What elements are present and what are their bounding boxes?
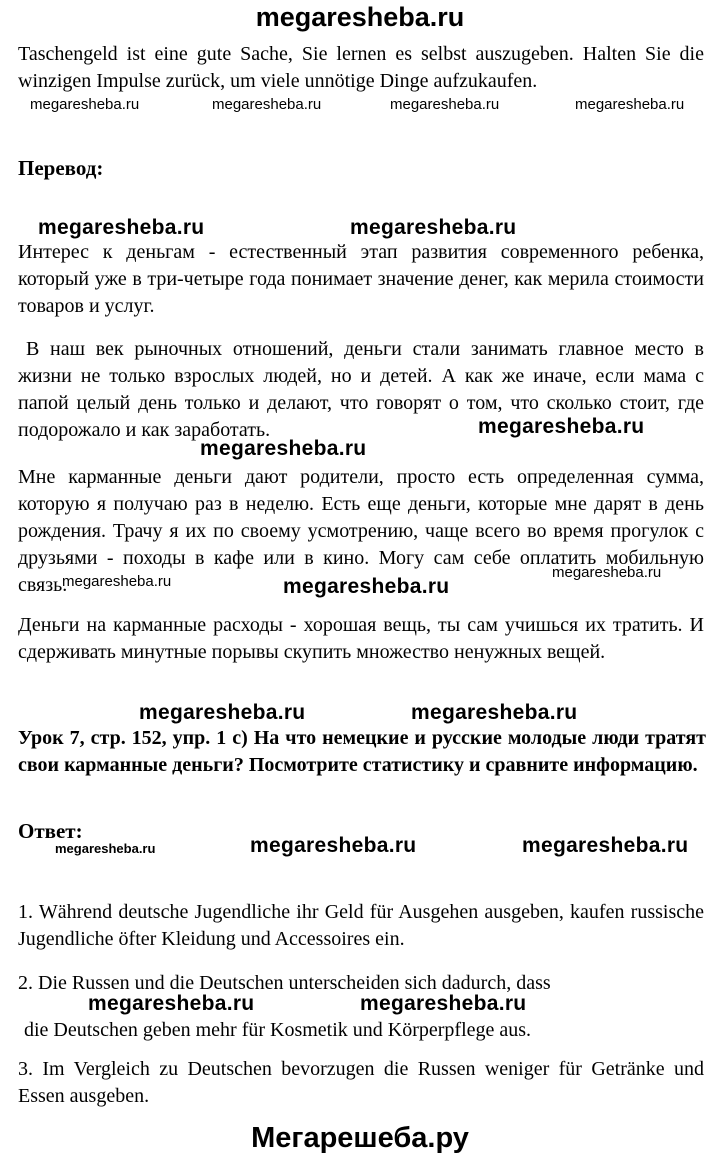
translation-paragraph: Деньги на карманные расходы - хорошая вещь, ты сам учишься их тратить. И сдерживать минутные порывы скупить множество ненужных вещей. [18,614,704,663]
intro-paragraph-de: Taschengeld ist eine gute Sache, Sie lernen es selbst auszugeben. Halten Sie die winzigen Impulse zurück, um viele unnötige Dinge aufzukaufen. [18,43,704,92]
watermark: megaresheba.ru [360,992,527,1015]
answer-item: 2. Die Russen und die Deutschen unterscheiden sich dadurch, dass [18,972,551,994]
watermark: megaresheba.ru [212,96,322,113]
watermark: megaresheba.ru [478,415,645,438]
watermark: megaresheba.ru [200,437,367,460]
watermark: megaresheba.ru [575,96,685,113]
translation-paragraph: Интерес к деньгам - естественный этап развития современного ребенка, который уже в три-четыре года понимает значение денег, как мерила стоимости товаров и услуг. [18,241,704,317]
translation-paragraph: В наш век рыночных отношений, деньги стали занимать главное место в жизни не только взрослых людей, но и детей. А как же иначе, если мама с папой целый день только и делают, что говорят о том, что сколько стоит, где подорожало и как заработать. [18,338,704,441]
watermark: megaresheba.ru [38,216,205,239]
watermark: megaresheba.ru [390,96,500,113]
watermark: megaresheba.ru [283,575,450,598]
watermark: megaresheba.ru [139,701,306,724]
footer-brand: Мегарешеба.ру [251,1122,469,1154]
watermark: megaresheba.ru [250,834,417,857]
page-title: megaresheba.ru [255,2,465,32]
watermark: megaresheba.ru [30,96,140,113]
answer-item: 1. Während deutsche Jugendliche ihr Geld für Ausgehen ausgeben, kaufen russische Jugendliche öfter Kleidung und Accessoires ein. [18,901,704,950]
watermark: megaresheba.ru [552,564,662,581]
watermark: megaresheba.ru [62,573,172,590]
watermark: megaresheba.ru [88,992,255,1015]
answer-item: die Deutschen geben mehr für Kosmetik und Körperpflege aus. [24,1019,532,1041]
translation-label: Перевод: [18,156,104,180]
watermark: megaresheba.ru [55,841,156,856]
translation-paragraph: Мне карманные деньги дают родители, просто есть определенная сумма, которую я получаю раз в неделю. Есть еще деньги, которые мне дарят в день рождения. Трачу я их по своему усмотрению, чаще всего во время прогулок с друзьями - походы в кафе или в кино. Могу сам себе оплатить мобильную связь. [18,466,704,596]
answer-label: Ответ: [18,819,83,843]
watermark: megaresheba.ru [411,701,578,724]
watermark: megaresheba.ru [522,834,689,857]
watermark: megaresheba.ru [350,216,517,239]
task-heading: Урок 7, стр. 152, упр. 1 с) На что немецкие и русские молодые люди тратят свои карманные деньги? Посмотрите статистику и сравните информацию. [18,727,706,776]
answer-item: 3. Im Vergleich zu Deutschen bevorzugen die Russen weniger für Getränke und Essen ausgeben. [18,1058,704,1107]
